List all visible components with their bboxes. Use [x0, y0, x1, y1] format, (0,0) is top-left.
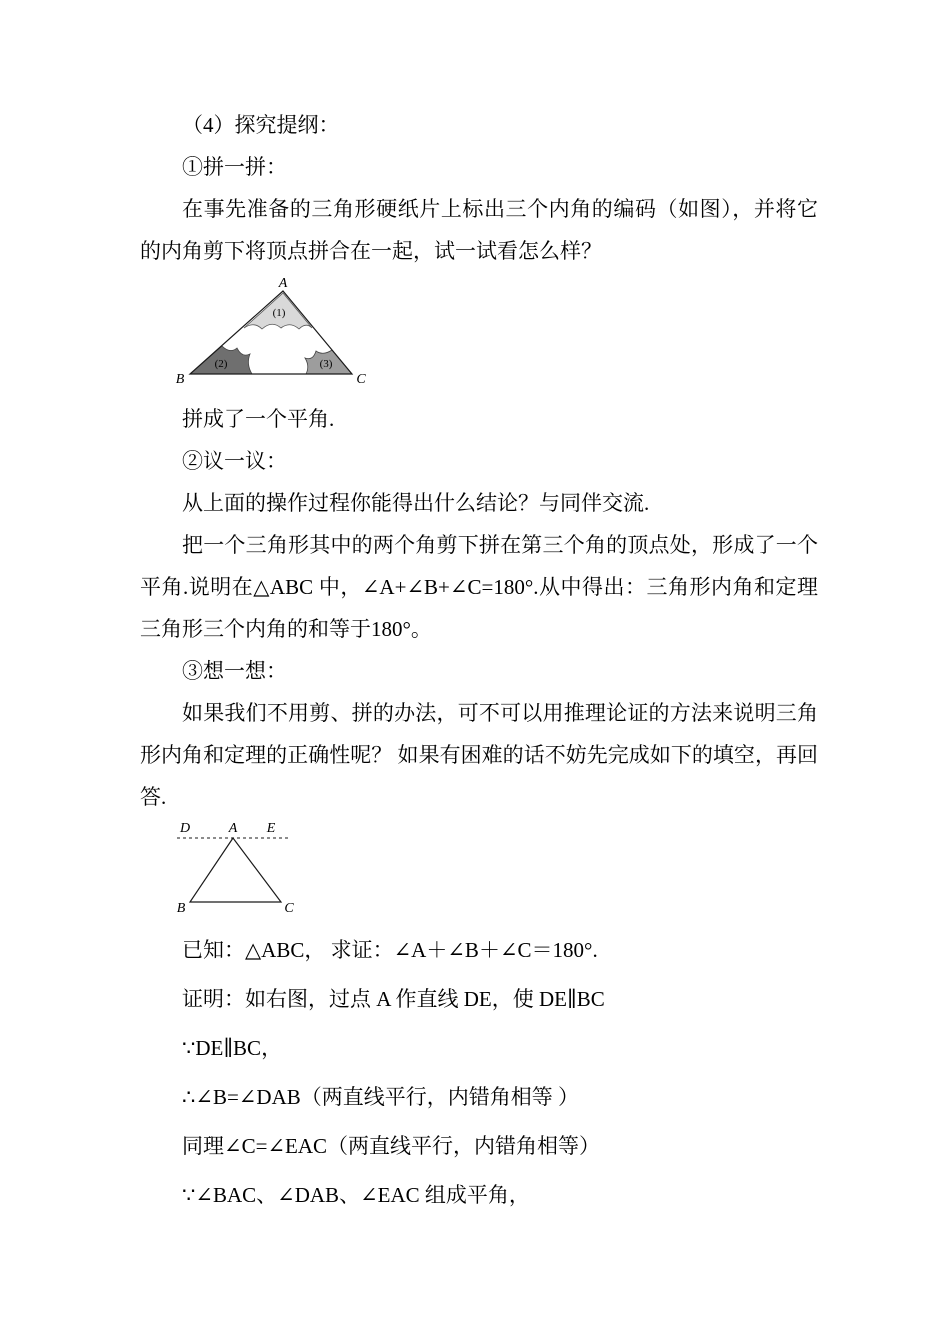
activity2-heading: ②议一议：	[182, 449, 287, 473]
given-statement: 已知：△ABC， 求证：∠A＋∠B＋∠C＝180°.	[182, 938, 598, 962]
proof-step-4: 同理∠C=∠EAC（两直线平行，内错角相等）	[182, 1134, 601, 1158]
vertex-b-label: B	[175, 372, 185, 387]
angle2-label: (2)	[214, 358, 228, 370]
vertex-b2-label: B	[176, 901, 186, 916]
triangle-cutout-figure	[140, 276, 818, 396]
parallel-line-diagram	[173, 820, 313, 916]
parallel-line-figure	[173, 820, 818, 922]
activity1-body: 在事先准备的三角形硬纸片上标出三个内角的编码（如图），并将它的内角剪下将顶点拼合在一起，试一试看怎么样？	[140, 197, 818, 263]
vertex-a-label: A	[278, 276, 288, 291]
activity2-conclusion: 把一个三角形其中的两个角剪下拼在第三个角的顶点处，形成了一个平角.说明在△ABC 中，∠A+∠B+∠C=180°.从中得出：三角形内角和定理三角形三个内角的和等于180°。	[140, 533, 818, 641]
triangle-abc-outline	[190, 838, 281, 902]
angle1-label: (1)	[272, 307, 286, 319]
vertex-c2-label: C	[284, 901, 294, 916]
point-d-label: D	[179, 821, 191, 836]
activity3-heading: ③想一想：	[182, 659, 287, 683]
activity2-body: 从上面的操作过程你能得出什么结论？与同伴交流.	[182, 491, 650, 515]
angle3-label: (3)	[319, 358, 333, 370]
proof-step-3: ∴∠B=∠DAB（两直线平行，内错角相等 ）	[182, 1085, 579, 1109]
section-heading: （4）探究提纲：	[182, 113, 340, 137]
proof-step-5: ∵∠BAC、∠DAB、∠EAC 组成平角，	[182, 1183, 530, 1207]
proof-step-1: 证明：如右图，过点 A 作直线 DE，使 DE∥BC	[182, 987, 605, 1011]
triangle-cutout-diagram	[140, 276, 400, 390]
activity1-heading: ①拼一拼：	[182, 155, 287, 179]
proof-step-2: ∵DE∥BC，	[182, 1036, 283, 1060]
activity3-body: 如果我们不用剪、拼的办法，可不可以用推理论证的方法来说明三角形内角和定理的正确性呢？ 如果有困难的话不妨先完成如下的填空，再回答.	[140, 701, 818, 809]
vertex-c-label: C	[356, 372, 366, 387]
activity1-result: 拼成了一个平角.	[182, 407, 335, 431]
point-e-label: E	[266, 821, 276, 836]
point-a-label: A	[228, 821, 238, 836]
